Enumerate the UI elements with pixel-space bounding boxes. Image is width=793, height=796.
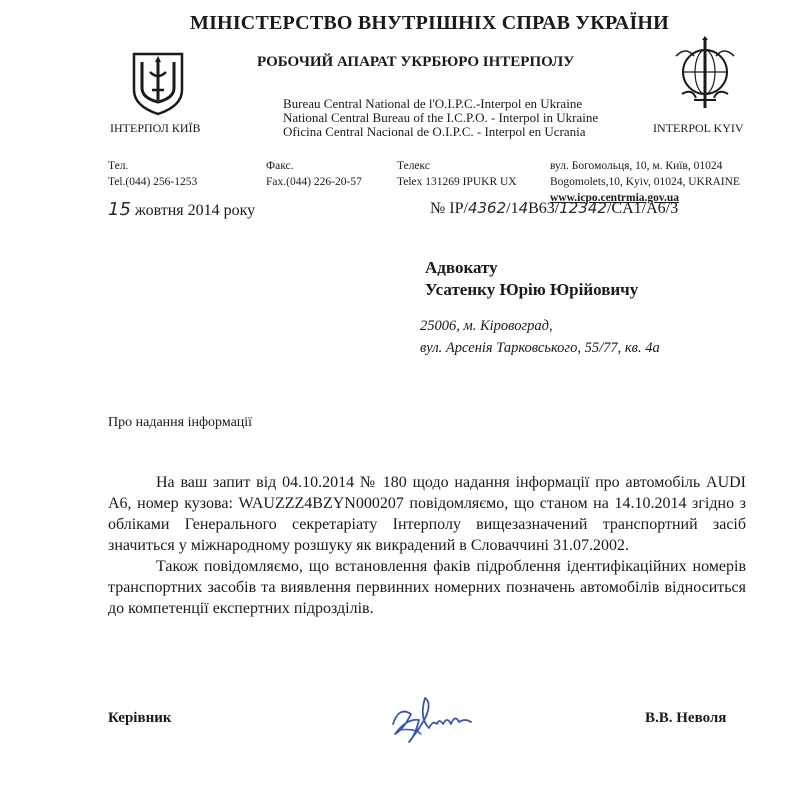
tel-label: Тел. xyxy=(108,160,129,172)
interpol-emblem-icon xyxy=(672,36,738,112)
telex-label: Телекс xyxy=(397,160,430,172)
signatory-title: Керівник xyxy=(108,710,172,726)
date-day: 15 xyxy=(108,199,131,220)
signatory-name: В.В. Неволя xyxy=(645,710,727,726)
recipient-name: Усатенку Юрію Юрійовичу xyxy=(425,280,639,299)
tel-number: Tel.(044) 256-1253 xyxy=(108,176,198,188)
recipient-title: Адвокату xyxy=(425,258,498,277)
website-link[interactable]: www.icpo.centrmia.gov.ua xyxy=(550,192,680,204)
ref-suffix: /CA1/A6/3 xyxy=(606,200,679,217)
left-emblem-label: ІНТЕРПОЛ КИЇВ xyxy=(110,121,201,135)
body-paragraph-1: На ваш запит від 04.10.2014 № 180 щодо надання інформації про автомобіль AUDI A6, номер кузова: WAUZZZ4BZYN000207 повідомляємо, що станом на 14.10.2014 згідно з обліками Генерального секретаріату Інтерполу вищезазначений транспортний засіб значиться у міжнародному розшуку як викрадений в Словаччині 31.07.2002. xyxy=(108,474,746,554)
fax-number: Fax.(044) 226-20-57 xyxy=(266,176,362,188)
tel-block xyxy=(108,158,197,190)
reference-number xyxy=(430,199,678,218)
fax-block xyxy=(266,158,362,190)
bureau-line-fr: Bureau Central National de l'O.I.P.C.-Interpol en Ukraine xyxy=(283,96,583,111)
ref-handwritten-1: 4362 xyxy=(467,199,507,217)
handwritten-signature-icon xyxy=(385,684,485,754)
subject-line: Про надання інформації xyxy=(108,415,253,430)
recipient-address-line1: 25006, м. Кіровоград, xyxy=(420,318,553,334)
body-paragraph-2: Також повідомляємо, що встановлення факів підроблення ідентифікаційних номерів транспортних засобів та виявлення первинних номерних позначень автомобілів відноситься до компетенції експертних підрозділів. xyxy=(108,558,746,617)
right-emblem-label: INTERPOL KYIV xyxy=(653,121,744,135)
office-title: РОБОЧИЙ АПАРАТ УКРБЮРО ІНТЕРПОЛУ xyxy=(257,54,575,70)
bureau-line-en: National Central Bureau of the I.C.P.O. - Interpol in Ukraine xyxy=(283,110,599,125)
ref-handwritten-3: 12342 xyxy=(559,199,607,217)
fax-label: Факс. xyxy=(266,160,294,172)
letter-body xyxy=(108,472,746,619)
document-date xyxy=(108,199,255,220)
telex-block xyxy=(397,158,517,190)
ref-mid-2: B63/ xyxy=(528,200,560,217)
address-en: Bogomolets,10, Kyiv, 01024, UKRAINE xyxy=(550,176,740,188)
recipient-address-line2: вул. Арсенія Тарковського, 55/77, кв. 4а xyxy=(420,340,660,356)
bureau-line-es: Oficina Central Nacional de O.I.P.C. - Interpol en Ucrania xyxy=(283,124,586,139)
telex-number: Telex 131269 IPUKR UX xyxy=(397,176,517,188)
ref-handwritten-2: 4 xyxy=(518,199,529,217)
date-rest: жовтня 2014 року xyxy=(134,202,256,219)
ref-mid-1: /1 xyxy=(506,200,519,217)
ref-prefix: № IP/ xyxy=(430,200,468,217)
address-ua: вул. Богомольця, 10, м. Київ, 01024 xyxy=(550,160,723,172)
tryzub-emblem-icon xyxy=(130,50,186,116)
ministry-title: МІНІСТЕРСТВО ВНУТРІШНІХ СПРАВ УКРАЇНИ xyxy=(190,12,669,34)
